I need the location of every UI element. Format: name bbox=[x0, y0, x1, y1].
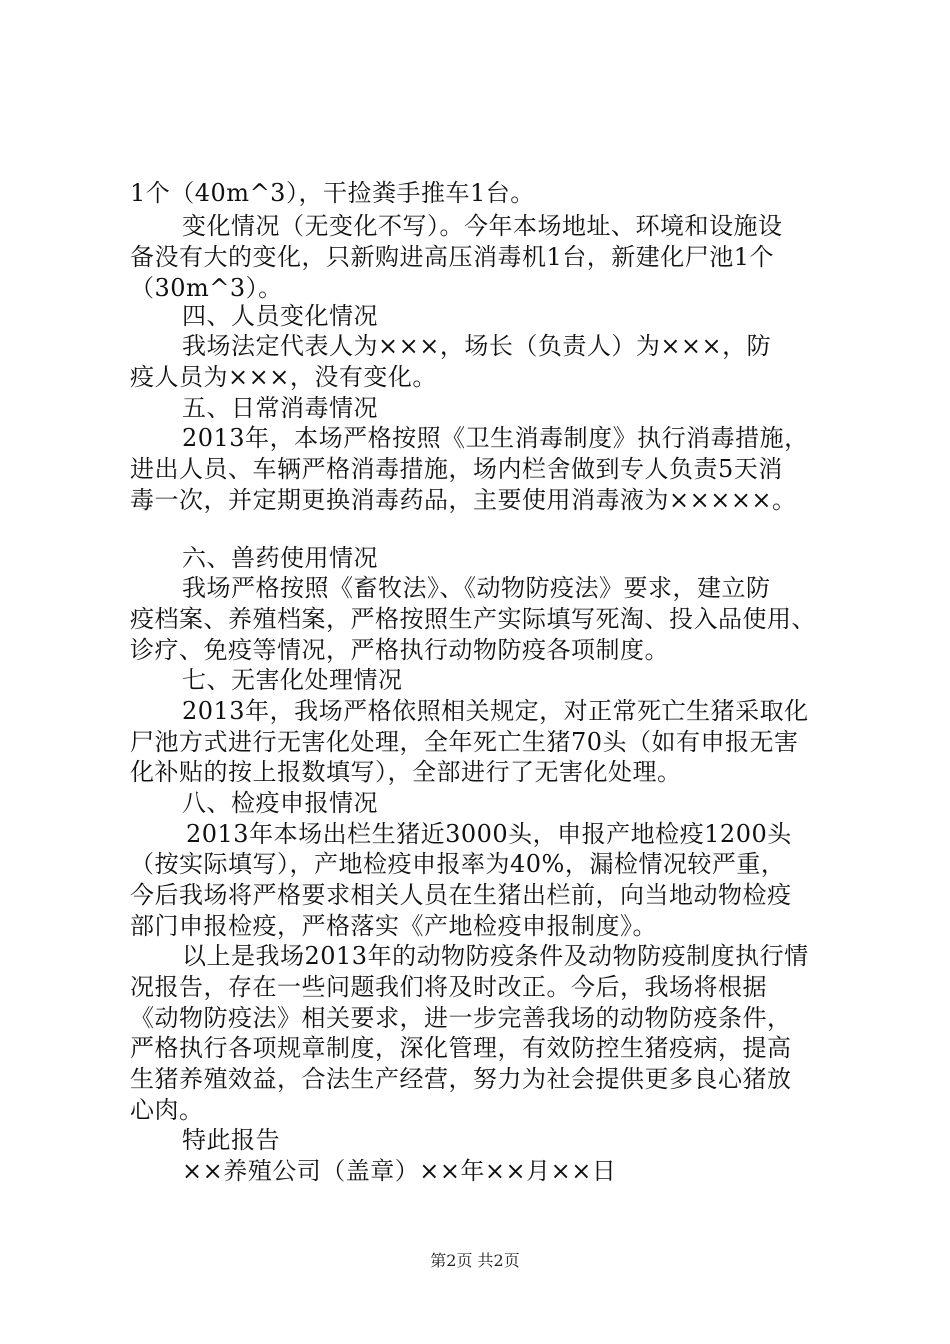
signature-line: ××养殖公司（盖章）××年××月××日 bbox=[182, 1157, 617, 1185]
text-line-15: 诊疗、免疫等情况，严格执行动物防疫各项制度。 bbox=[130, 636, 669, 664]
text-line-13: 我场严格按照《畜牧法》、《动物防疫法》要求，建立防 bbox=[182, 574, 771, 602]
text-line-22: （按实际填写），产地检疫申报率为40%，漏检情况较严重， bbox=[130, 850, 786, 878]
text-line-9: 2013年，本场严格按照《卫生消毒制度》执行消毒措施， bbox=[182, 424, 809, 452]
page-footer: 第2页 共2页 bbox=[430, 1251, 520, 1270]
section-heading-6: 六、兽药使用情况 bbox=[182, 544, 378, 572]
text-line-14: 疫档案、养殖档案，严格按照生产实际填写死淘、投入品使用、 bbox=[130, 605, 816, 633]
text-line-23: 今后我场将严格要求相关人员在生猪出栏前，向当地动物检疫 bbox=[130, 881, 792, 909]
text-line-24: 部门申报检疫，严格落实《产地检疫申报制度》。 bbox=[130, 912, 657, 940]
text-line-25: 以上是我场2013年的动物防疫条件及动物防疫制度执行情 bbox=[182, 942, 809, 970]
section-heading-5: 五、日常消毒情况 bbox=[182, 394, 378, 422]
text-line-4: （30m^3）。 bbox=[130, 274, 283, 302]
section-heading-4: 四、人员变化情况 bbox=[182, 302, 378, 330]
text-line-29: 生猪养殖效益，合法生产经营，努力为社会提供更多良心猪放 bbox=[130, 1065, 792, 1093]
text-line-26: 况报告，存在一些问题我们将及时改正。今后，我场将根据 bbox=[130, 973, 767, 1001]
text-line-11: 毒一次，并定期更换消毒药品，主要使用消毒液为×××××。 bbox=[130, 486, 797, 514]
text-line-6: 我场法定代表人为×××，场长（负责人）为×××，防 bbox=[182, 332, 772, 360]
text-line-27: 《动物防疫法》相关要求，进一步完善我场的动物防疫条件， bbox=[130, 1004, 792, 1032]
text-line-28: 严格执行各项规章制度，深化管理，有效防控生猪疫病，提高 bbox=[130, 1034, 792, 1062]
section-heading-8: 八、检疫申报情况 bbox=[182, 789, 378, 817]
closing-line: 特此报告 bbox=[182, 1126, 280, 1154]
text-line-30: 心肉。 bbox=[130, 1096, 204, 1124]
section-heading-7: 七、无害化处理情况 bbox=[182, 666, 403, 694]
text-line-17: 2013年，我场严格依照相关规定，对正常死亡生猪采取化 bbox=[182, 697, 809, 725]
text-line-2: 变化情况（无变化不写）。今年本场地址、环境和设施设 bbox=[182, 212, 783, 240]
text-line-21: 2013年本场出栏生猪近3000头，申报产地检疫1200头 bbox=[186, 820, 792, 848]
text-line-10: 进出人员、车辆严格消毒措施，场内栏舍做到专人负责5天消 bbox=[130, 455, 783, 483]
text-line-18: 尸池方式进行无害化处理，全年死亡生猪70头（如有申报无害 bbox=[130, 728, 799, 756]
text-line-3: 备没有大的变化，只新购进高压消毒机1台，新建化尸池1个 bbox=[130, 243, 775, 271]
text-line-1: 1个（40m^3），干捡粪手推车1台。 bbox=[130, 179, 535, 207]
text-line-19: 化补贴的按上报数填写），全部进行了无害化处理。 bbox=[130, 758, 682, 786]
text-line-7: 疫人员为×××，没有变化。 bbox=[130, 363, 437, 391]
